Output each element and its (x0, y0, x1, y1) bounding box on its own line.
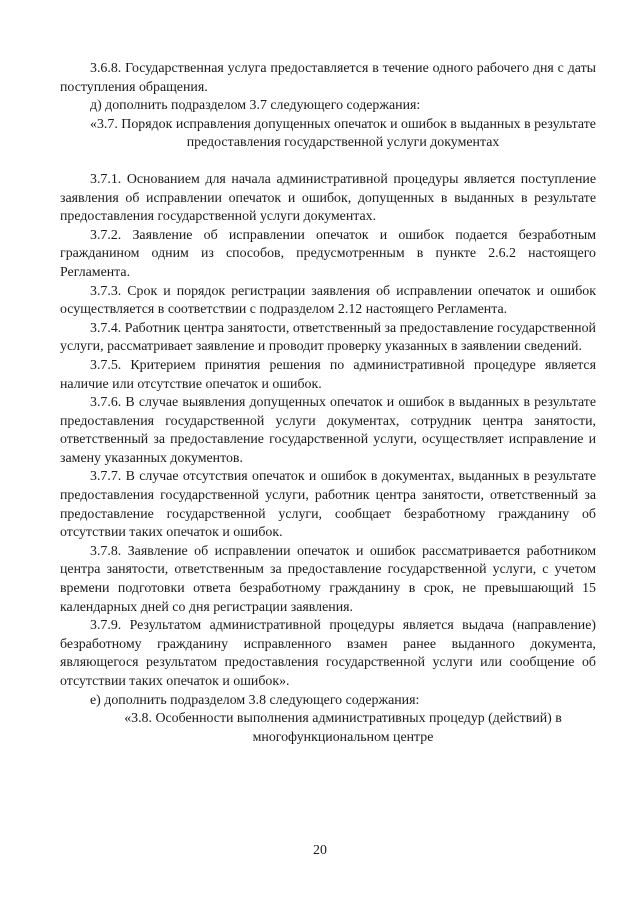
paragraph-3-7-2: 3.7.2. Заявление об исправлении опечаток и ошибок подается безработным гражданином одним из способов, предусмотренным в пункте 2.6.2 настоящего Регламента. (60, 227, 596, 280)
paragraph-amendment-d: д) дополнить подразделом 3.7 следующего содержания: (90, 98, 421, 114)
spacer (60, 153, 596, 171)
paragraph-3-7-5: 3.7.5. Критерием принятия решения по административной процедуре является наличие или отсутствие опечаток и ошибок. (60, 357, 596, 392)
paragraph-3-7-1: 3.7.1. Основанием для начала административной процедуры является поступление заявления об исправлении опечаток и ошибок, допущенных в выданных в результате предоставления государственной услуги документах. (60, 171, 596, 225)
paragraph-3-7-6: 3.7.6. В случае выявления допущенных опечаток и ошибок в выданных в результате предоставления государственной услуги документах, сотрудник центра занятости, ответственный за предоставление государственной услуги, осуществляет исправление и замену указанных документов. (60, 395, 596, 466)
paragraph-3-7-7: 3.7.7. В случае отсутствия опечаток и ошибок в документах, выданных в результате предоставления государственной услуги, работник центра занятости, ответственный за предоставление государственной услуги, сообщает безработному гражданину об отсутствии таких опечаток и ошибок. (60, 469, 596, 541)
paragraph-amendment-e: е) дополнить подразделом 3.8 следующего содержания: (90, 692, 420, 708)
paragraph-3-7-9: 3.7.9. Результатом административной процедуры является выдача (направление) безработному гражданину исправленного взамен ранее выданного документа, являющегося результатом предоставления государственной услуги или сообщение об отсутствии таких опечаток и ошибок». (60, 618, 596, 689)
paragraph-3-7-3: 3.7.3. Срок и порядок регистрации заявления об исправлении опечаток и ошибок осуществляется в соответствии с подразделом 2.12 настоящего Регламента. (60, 283, 596, 318)
paragraph-3-7-8: 3.7.8. Заявление об исправлении опечаток и ошибок рассматривается работником центра занятости, ответственным за предоставление государственной услуги, с учетом времени подготовки ответа безработному гражданину в срок, не превышающий 15 календарных дней со дня регистрации заявления. (60, 543, 596, 615)
section-heading-3-8: «3.8. Особенности выполнения административных процедур (действий) в многофункциональном центре (124, 711, 562, 745)
page-number: 20 (313, 843, 327, 858)
section-heading-3-7: «3.7. Порядок исправления допущенных опечаток и ошибок в выданных в результате предоставления государственной услуги документах (90, 116, 596, 151)
document-page (60, 60, 596, 747)
paragraph-3-7-4: 3.7.4. Работник центра занятости, ответственный за предоставление государственной услуги, рассматривает заявление и проводит проверку указанных в заявлении сведений. (60, 320, 596, 355)
paragraph-3-6-8: 3.6.8. Государственная услуга предоставляется в течение одного рабочего дня с даты поступления обращения. (60, 61, 596, 95)
